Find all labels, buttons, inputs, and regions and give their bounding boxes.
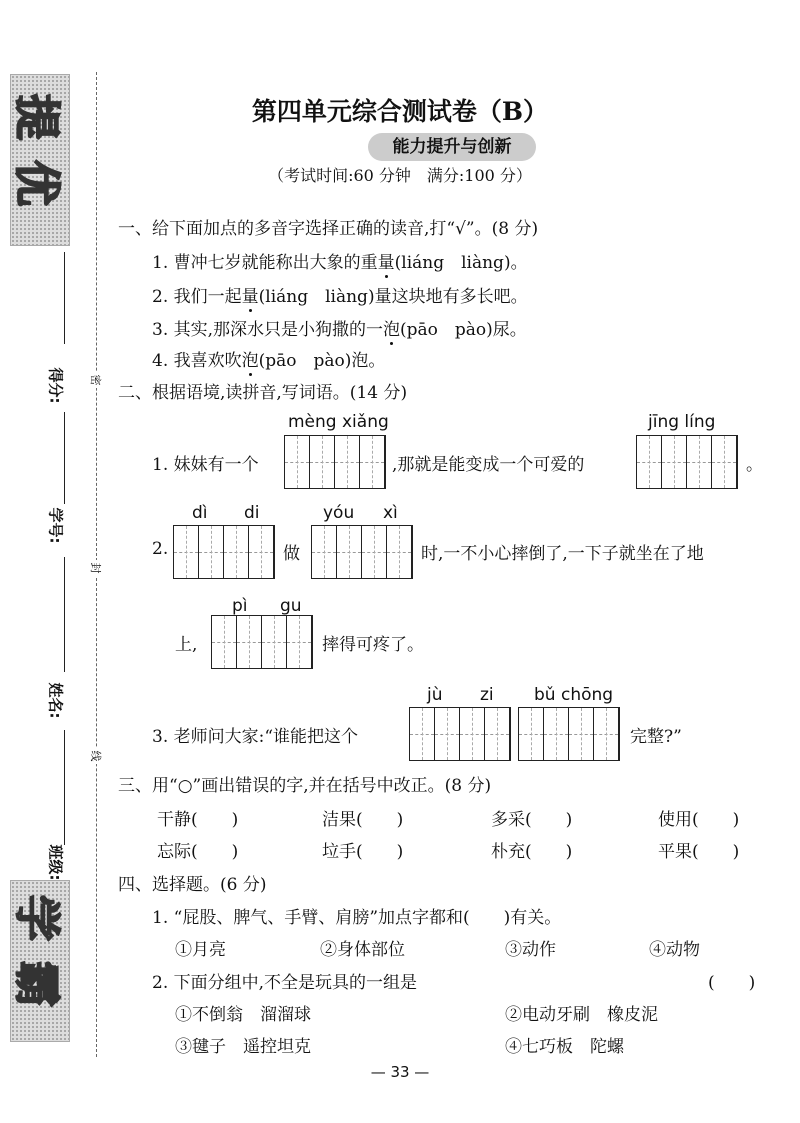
writing-grid-juzi[interactable]: [409, 707, 511, 761]
section3-row1-item3: 多采( ): [491, 810, 573, 830]
pinyin-ju: jù: [427, 685, 443, 705]
section1-item-2: 2. 我们一起量(liáng liàng)量这块地有多长吧。: [152, 287, 528, 307]
section4-q1-option-d: ④动物: [649, 940, 700, 960]
writing-grid-mengxiang[interactable]: [284, 435, 386, 489]
section1-item-4: 4. 我喜欢吹泡(pāo pào)泡。: [152, 351, 386, 371]
writing-grid-buchong[interactable]: [518, 707, 620, 761]
pinyin-xi: xì: [383, 503, 398, 523]
subtitle-badge: 能力提升与创新: [368, 133, 536, 161]
writing-grid-youxi[interactable]: [311, 525, 413, 579]
sidebar-bottom-banner: [10, 880, 70, 1042]
section2-q2-middle: 做: [283, 544, 300, 564]
pinyin-jingling: jīng líng: [648, 412, 716, 432]
section3-row1-item1: 干静( ): [157, 810, 239, 830]
pinyin-mengxiang: mèng xiǎng: [288, 412, 389, 432]
section3-heading: 三、用“○”画出错误的字,并在括号中改正。(8 分): [118, 776, 492, 796]
section2-q2-end: 时,一不小心摔倒了,一下子就坐在了地: [421, 544, 704, 564]
section2-q3-prefix: 3. 老师问大家:“谁能把这个: [152, 727, 359, 747]
section2-q3-end: 完整?”: [630, 727, 682, 747]
section4-q2: 2. 下面分组中,不全是玩具的一组是: [152, 973, 418, 993]
pinyin-pi: pì: [232, 596, 248, 616]
section2-q1-middle: ,那就是能变成一个可爱的: [392, 455, 585, 475]
sidebar-bottom-text: 学霸: [10, 895, 64, 1027]
section3-row2-item2: 垃手( ): [322, 842, 404, 862]
student-id-label: 学号:: [46, 507, 65, 544]
pinyin-you: yóu: [323, 503, 355, 523]
exam-info: （考试时间:60 分钟 满分:100 分）: [268, 166, 532, 185]
section4-q2-answer-paren: ( ): [708, 973, 756, 993]
section4-q1-option-c: ③动作: [505, 940, 556, 960]
section4-q1: 1. “屁股、脾气、手臂、肩膀”加点字都和( )有关。: [152, 908, 562, 928]
section4-q2-option-b: ②电动牙刷 橡皮泥: [505, 1005, 658, 1025]
seal-feng: 封: [88, 560, 104, 576]
section2-q2-line2-end: 摔得可疼了。: [322, 635, 424, 655]
section4-q2-option-c: ③毽子 遥控坦克: [175, 1037, 311, 1057]
section2-q1-end: 。: [746, 455, 763, 475]
writing-grid-didi[interactable]: [173, 525, 275, 579]
page-title: 第四单元综合测试卷（B）: [251, 97, 549, 126]
section4-q2-option-d: ④七巧板 陀螺: [505, 1037, 624, 1057]
name-line: [64, 557, 65, 672]
sidebar-top-text: 提优: [10, 94, 64, 226]
writing-grid-jingling[interactable]: [636, 435, 738, 489]
class-label: 班级:: [46, 844, 65, 881]
section1-item-3: 3. 其实,那深水只是小狗撒的一泡(pāo pào)尿。: [152, 320, 527, 340]
pinyin-zi: zi: [480, 685, 494, 705]
section2-q2-line2-prefix: 上,: [175, 635, 198, 655]
section4-q2-option-a: ①不倒翁 溜溜球: [175, 1005, 311, 1025]
pinyin-gu: gu: [280, 596, 302, 616]
section3-row2-item4: 平果( ): [658, 842, 740, 862]
seal-xian: 线: [88, 748, 104, 764]
class-line: [64, 730, 65, 845]
seal-mi: 密: [88, 372, 104, 388]
section3-row1-item4: 使用( ): [658, 810, 740, 830]
name-label: 姓名:: [46, 682, 65, 719]
pinyin-di2: di: [244, 503, 260, 523]
section2-q2-number: 2.: [152, 539, 169, 559]
section1-heading: 一、给下面加点的多音字选择正确的读音,打“√”。(8 分): [118, 219, 539, 239]
writing-grid-pigu[interactable]: [211, 615, 313, 669]
section1-item-1: 1. 曹冲七岁就能称出大象的重量(liáng liàng)。: [152, 253, 528, 273]
section4-heading: 四、选择题。(6 分): [118, 875, 267, 895]
score-line: [64, 252, 65, 344]
pinyin-buchong: bǔ chōng: [534, 685, 614, 705]
section4-q1-option-b: ②身体部位: [320, 940, 405, 960]
section2-q1-prefix: 1. 妹妹有一个: [152, 455, 259, 475]
section4-q1-option-a: ①月亮: [175, 940, 226, 960]
score-label: 得分:: [46, 367, 65, 404]
page-number: — 33 —: [370, 1063, 430, 1081]
pinyin-di1: dì: [192, 503, 208, 523]
section2-heading: 二、根据语境,读拼音,写词语。(14 分): [118, 383, 408, 403]
section3-row2-item1: 忘际( ): [157, 842, 239, 862]
section3-row1-item2: 洁果( ): [322, 810, 404, 830]
section3-row2-item3: 朴充( ): [491, 842, 573, 862]
student-id-line: [64, 412, 65, 504]
